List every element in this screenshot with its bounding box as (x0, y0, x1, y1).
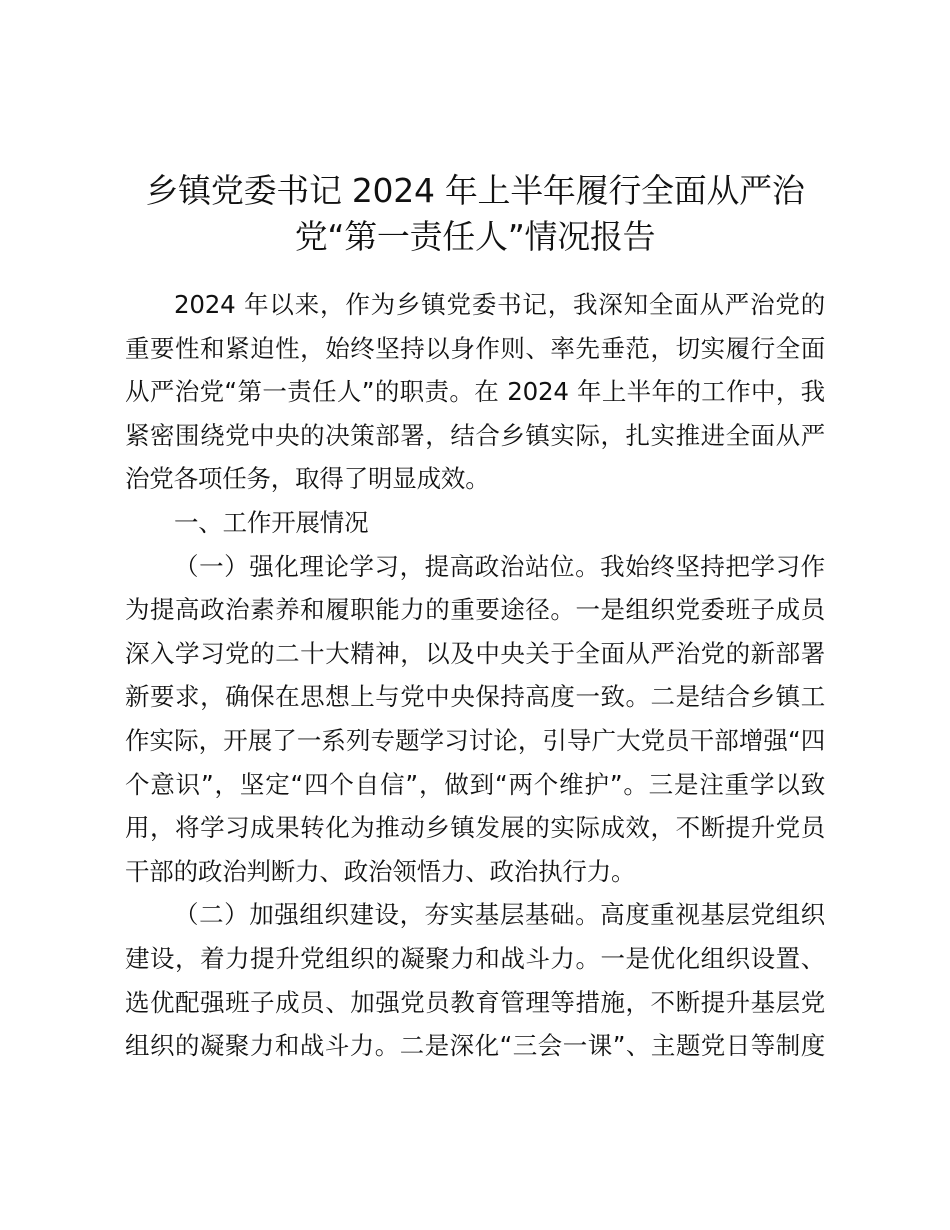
section-heading: 一、工作开展情况 (174, 507, 369, 537)
body-line-14: 干部的政治判断力、政治领悟力、政治执行力。 (125, 856, 636, 886)
title-line-2: 党“第一责任人”情况报告 (294, 217, 656, 256)
body-line-4: 紧密围绕党中央的决策部署，结合乡镇实际，扎实推进全面从严 (125, 420, 825, 450)
body-line-13: 用，将学习成果转化为推动乡镇发展的实际成效，不断提升党员 (125, 813, 825, 843)
document-title (125, 168, 825, 260)
body-line-7: （一）强化理论学习，提高政治站位。我始终坚持把学习作 (174, 551, 825, 581)
body-line-2: 重要性和紧迫性，始终坚持以身作则、率先垂范，切实履行全面 (125, 333, 825, 363)
body-line-12: 个意识”，坚定“四个自信”，做到“两个维护”。三是注重学以致 (125, 769, 825, 799)
body-line-11: 作实际，开展了一系列专题学习讨论，引导广大党员干部增强“四 (125, 725, 825, 755)
title-line-1: 乡镇党委书记 2024 年上半年履行全面从严治 (145, 171, 805, 210)
body-line-1: 2024 年以来，作为乡镇党委书记，我深知全面从严治党的 (174, 290, 825, 319)
body-line-16: 建设，着力提升党组织的凝聚力和战斗力。一是优化组织设置、 (125, 943, 825, 973)
body-line-9: 深入学习党的二十大精神，以及中央关于全面从严治党的新部署 (125, 638, 825, 668)
body-line-10: 新要求，确保在思想上与党中央保持高度一致。二是结合乡镇工 (125, 682, 825, 712)
body-line-15: （二）加强组织建设，夯实基层基础。高度重视基层党组织 (174, 900, 825, 930)
body-line-5: 治党各项任务，取得了明显成效。 (125, 464, 490, 494)
body-line-3: 从严治党“第一责任人”的职责。在 2024 年上半年的工作中，我 (125, 377, 825, 407)
body-line-18: 组织的凝聚力和战斗力。二是深化“三会一课”、主题党日等制度 (125, 1031, 825, 1061)
body-line-17: 选优配强班子成员、加强党员教育管理等措施，不断提升基层党 (125, 987, 825, 1017)
body-line-8: 为提高政治素养和履职能力的重要途径。一是组织党委班子成员 (125, 595, 825, 625)
document-body (125, 283, 825, 1068)
